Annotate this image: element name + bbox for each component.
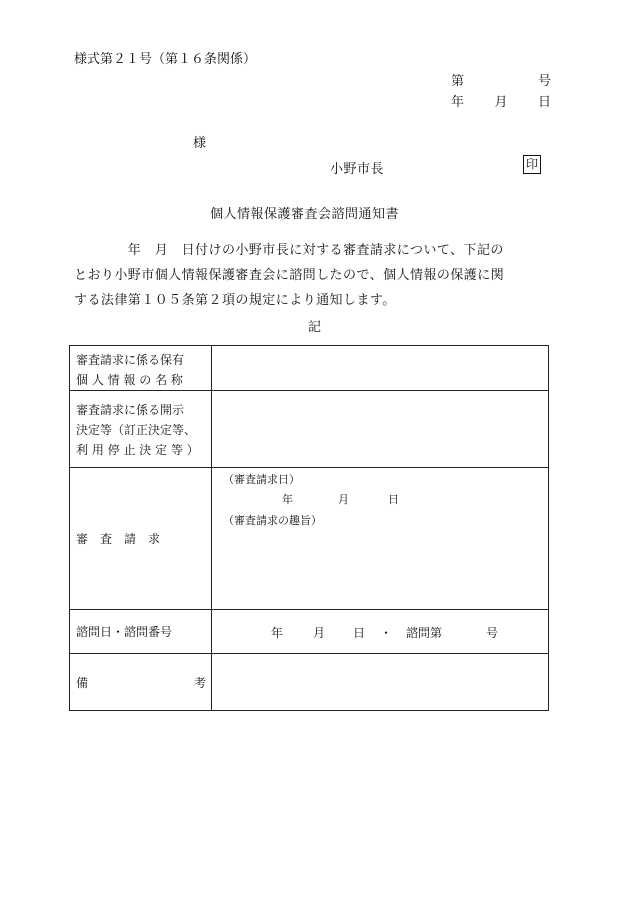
issue-date <box>451 91 551 110</box>
review-request-date-heading: （審査請求日） <box>223 473 300 486</box>
review-request-month: 月 <box>338 493 349 506</box>
label-disclosure-line1: 審査請求に係る開示 <box>76 403 185 417</box>
value-remarks[interactable] <box>212 654 549 711</box>
notice-table <box>69 345 549 711</box>
label-remarks <box>70 654 212 711</box>
table-row-disclosure-decision <box>70 391 549 468</box>
issue-date-month: 月 <box>494 95 508 110</box>
label-review-request <box>70 468 212 610</box>
label-remarks-text <box>70 674 211 691</box>
consultation-number-prefix: 諮問第 <box>406 625 443 640</box>
issue-date-day: 日 <box>537 95 551 110</box>
review-request-purpose-heading: （審査請求の趣旨） <box>223 514 322 527</box>
value-retained-info[interactable] <box>212 346 549 391</box>
consultation-month: 月 <box>313 625 326 640</box>
form-number: 様式第２１号（第１６条関係） <box>74 52 257 67</box>
review-request-year: 年 <box>282 493 293 506</box>
label-review-request-text <box>70 530 211 547</box>
value-consultation[interactable] <box>212 610 549 654</box>
document-number-suffix: 号 <box>537 74 551 89</box>
body-line-1: 年 月 日付けの小野市長に対する審査請求について、下記の <box>74 243 504 258</box>
document-title: 個人情報保護審査会諮問通知書 <box>210 207 400 222</box>
document-number-prefix: 第 <box>451 74 465 89</box>
table-row-review-request <box>70 468 549 610</box>
label-disclosure-decision <box>70 391 212 468</box>
body-paragraph <box>74 238 554 313</box>
consultation-number-suffix: 号 <box>486 625 499 640</box>
ki-heading: 記 <box>308 320 322 335</box>
value-review-request[interactable] <box>212 468 549 610</box>
body-line-3: する法律第１０５条第２項の規定により通知します。 <box>74 293 396 308</box>
label-consultation <box>70 610 212 654</box>
label-review-request-value: 審 査 請 求 <box>76 532 161 546</box>
label-retained-info-line2: 個 人 情 報 の 名 称 <box>76 373 183 387</box>
consultation-separator: ・ <box>380 625 393 640</box>
label-retained-info <box>70 346 212 391</box>
consultation-year: 年 <box>271 625 284 640</box>
issue-date-year: 年 <box>451 95 465 110</box>
label-remarks-right: 考 <box>193 675 206 690</box>
label-disclosure-line2: 決定等（訂正決定等、 <box>76 423 197 437</box>
value-disclosure-decision[interactable] <box>212 391 549 468</box>
table-row-consultation <box>70 610 549 654</box>
review-request-day: 日 <box>388 493 399 506</box>
table-row-retained-info <box>70 346 549 391</box>
seal-mark: 印 <box>523 155 541 174</box>
label-consultation-text: 諮問日・諮問番号 <box>76 625 173 639</box>
body-line-2: とおり小野市個人情報保護審査会に諮問したので、個人情報の保護に関 <box>74 268 505 283</box>
sender-name: 小野市長 <box>330 162 385 177</box>
table-row-remarks <box>70 654 549 711</box>
consultation-day: 日 <box>353 625 366 640</box>
label-disclosure-line3: 利 用 停 止 決 定 等 ） <box>76 443 199 457</box>
addressee-honorific: 様 <box>193 136 207 151</box>
document-number <box>451 70 551 89</box>
label-remarks-left: 備 <box>76 675 89 690</box>
label-retained-info-line1: 審査請求に係る保有 <box>76 353 185 367</box>
